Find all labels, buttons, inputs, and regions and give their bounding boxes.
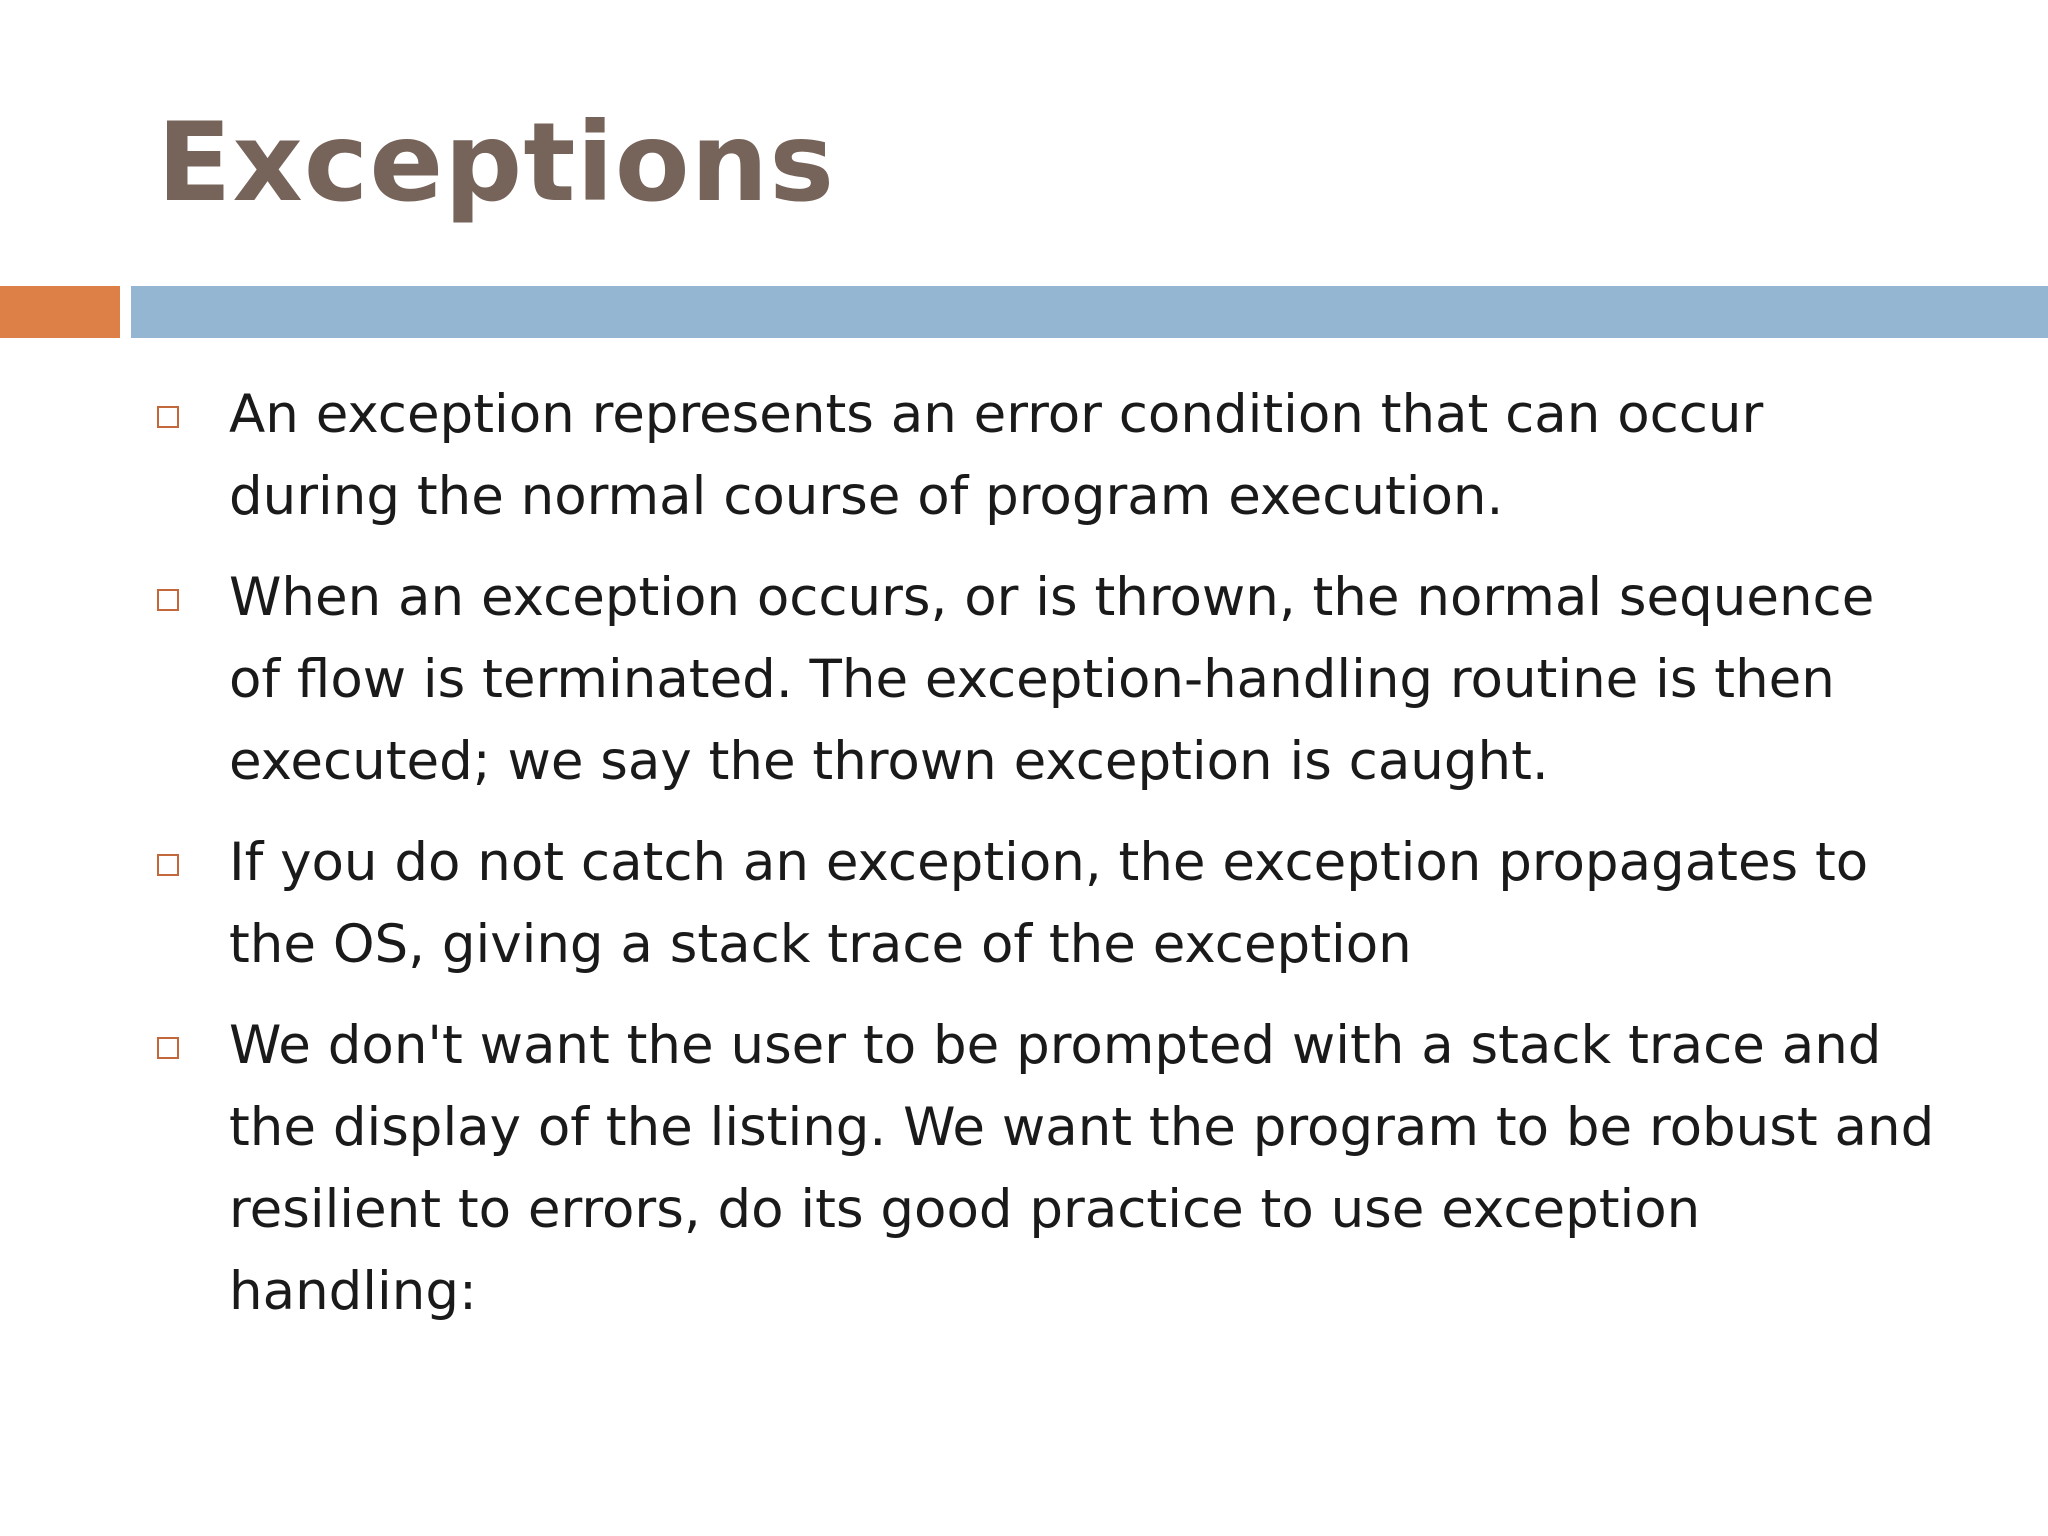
bullet-text: If you do not catch an exception, the exception propagates to the OS, giving a stack trace of the exception [229, 832, 1869, 975]
list-item [157, 557, 1937, 803]
square-bullet-icon [157, 589, 179, 611]
bullet-text: We don't want the user to be prompted with a stack trace and the display of the listing. We want the program to be robust and resilient to errors, do its good practice to use exception handling: [229, 1015, 1935, 1322]
square-bullet-icon [157, 854, 179, 876]
list-item [157, 374, 1937, 538]
accent-bar-blue [131, 286, 2048, 338]
square-bullet-icon [157, 406, 179, 428]
list-item [157, 822, 1937, 986]
slide-title: Exceptions [157, 99, 836, 226]
accent-bar-orange [0, 286, 120, 338]
bullet-list [157, 374, 1937, 1352]
square-bullet-icon [157, 1037, 179, 1059]
list-item [157, 1005, 1937, 1333]
bullet-text: An exception represents an error condition that can occur during the normal course of program execution. [229, 384, 1764, 527]
bullet-text: When an exception occurs, or is thrown, the normal sequence of flow is terminated. The exception-handling routine is then executed; we say the thrown exception is caught. [229, 567, 1875, 792]
